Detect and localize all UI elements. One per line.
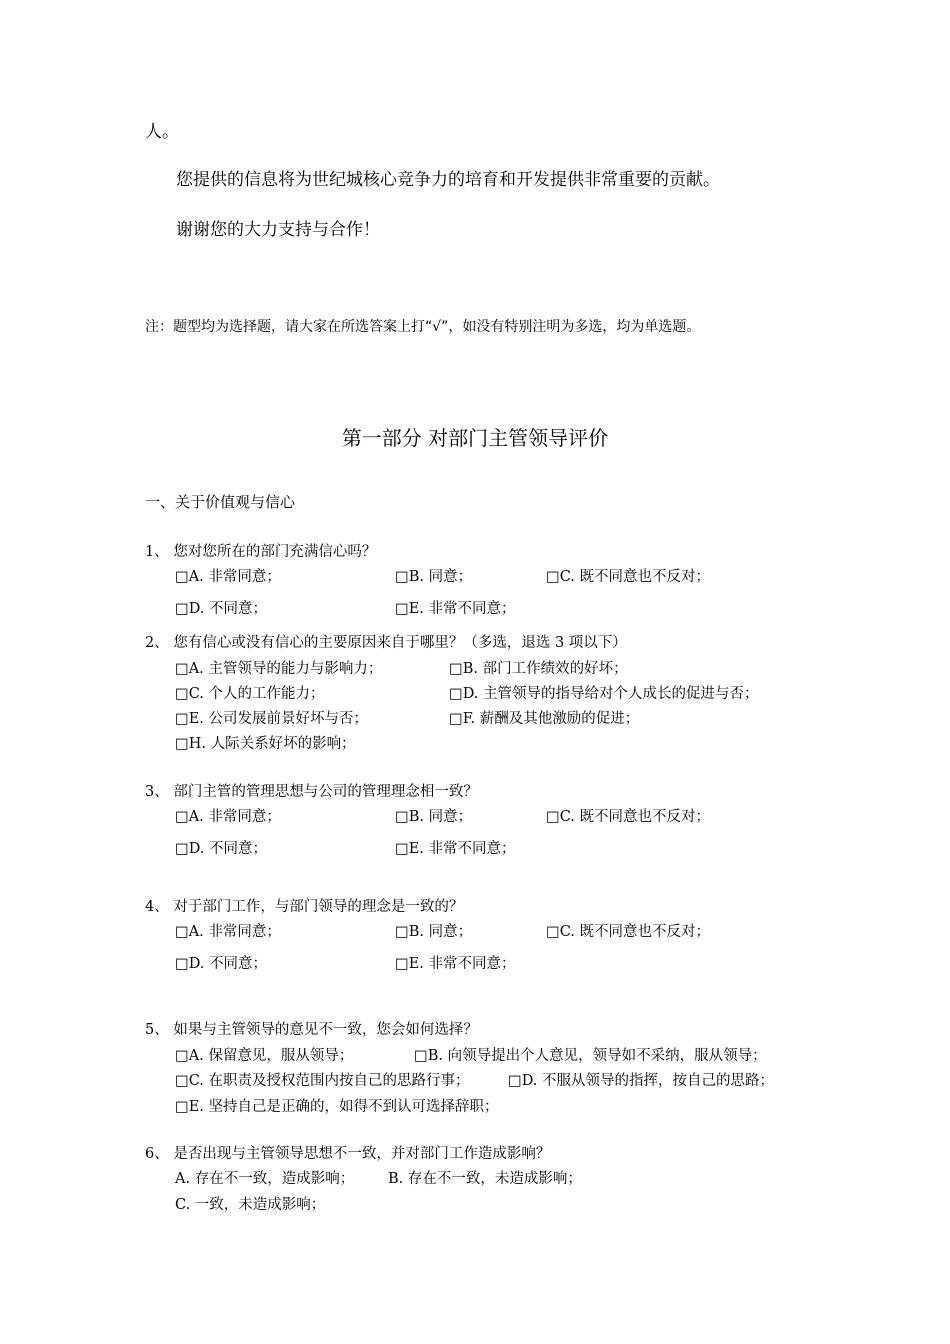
- option-checkbox[interactable]: □C. 在职责及授权范围内按自己的思路行事；: [175, 1073, 470, 1089]
- intro-line-continuation: 人。: [145, 122, 179, 142]
- option-checkbox[interactable]: □H. 人际关系好坏的影响；: [175, 736, 356, 752]
- option-choice[interactable]: B. 存在不一致，未造成影响；: [388, 1171, 582, 1187]
- question-text: 2、 您有信心或没有信心的主要原因来自于哪里？（多选，退选 3 项以下）: [145, 635, 627, 651]
- option-checkbox[interactable]: □A. 主管领导的能力与影响力；: [175, 661, 383, 677]
- option-checkbox[interactable]: □A. 非常同意；: [175, 569, 281, 585]
- option-choice[interactable]: C. 一致，未造成影响；: [175, 1197, 326, 1213]
- option-checkbox[interactable]: □E. 非常不同意；: [395, 601, 516, 617]
- intro-thanks-text: 谢谢您的大力支持与合作！: [176, 220, 380, 240]
- option-checkbox[interactable]: □D. 不服从领导的指挥，按自己的思路；: [508, 1073, 775, 1089]
- option-checkbox[interactable]: □C. 个人的工作能力；: [175, 686, 325, 702]
- option-checkbox[interactable]: □B. 向领导提出个人意见，领导如不采纳，服从领导；: [414, 1048, 767, 1064]
- intro-contribution-text: 您提供的信息将为世纪城核心竞争力的培育和开发提供非常重要的贡献。: [176, 170, 720, 190]
- option-checkbox[interactable]: □A. 非常同意；: [175, 924, 281, 940]
- option-checkbox[interactable]: □A. 保留意见，服从领导；: [175, 1048, 354, 1064]
- option-checkbox[interactable]: □C. 既不同意也不反对；: [546, 809, 710, 825]
- option-checkbox[interactable]: □C. 既不同意也不反对；: [546, 924, 710, 940]
- instruction-note: 注：题型均为选择题，请大家在所选答案上打“√”，如没有特别注明为多选，均为单选题。: [145, 319, 701, 335]
- option-checkbox[interactable]: □E. 坚持自己是正确的，如得不到认可选择辞职；: [175, 1099, 499, 1115]
- option-checkbox[interactable]: □B. 同意；: [395, 924, 473, 940]
- question-text: 4、 对于部门工作，与部门领导的理念是一致的？: [145, 899, 464, 915]
- question-text: 3、 部门主管的管理思想与公司的管理理念相一致？: [145, 784, 478, 800]
- section-title: 一、关于价值观与信心: [145, 493, 296, 511]
- option-checkbox[interactable]: □C. 既不同意也不反对；: [546, 569, 710, 585]
- question-text: 1、 您对您所在的部门充满信心吗？: [145, 544, 377, 560]
- option-checkbox[interactable]: □F. 薪酬及其他激励的促进；: [449, 711, 640, 727]
- part-title: 第一部分 对部门主管领导评价: [341, 426, 609, 450]
- option-checkbox[interactable]: □D. 主管领导的指导给对个人成长的促进与否；: [449, 686, 759, 702]
- option-checkbox[interactable]: □D. 不同意；: [175, 601, 268, 617]
- option-checkbox[interactable]: □E. 非常不同意；: [395, 841, 516, 857]
- option-checkbox[interactable]: □D. 不同意；: [175, 956, 268, 972]
- option-checkbox[interactable]: □E. 非常不同意；: [395, 956, 516, 972]
- option-checkbox[interactable]: □A. 非常同意；: [175, 809, 281, 825]
- question-text: 6、 是否出现与主管领导思想不一致，并对部门工作造成影响？: [145, 1146, 551, 1162]
- option-checkbox[interactable]: □B. 同意；: [395, 809, 473, 825]
- option-checkbox[interactable]: □B. 部门工作绩效的好坏；: [449, 661, 628, 677]
- option-checkbox[interactable]: □D. 不同意；: [175, 841, 268, 857]
- option-checkbox[interactable]: □B. 同意；: [395, 569, 473, 585]
- option-choice[interactable]: A. 存在不一致，造成影响；: [175, 1171, 355, 1187]
- question-text: 5、 如果与主管领导的意见不一致，您会如何选择？: [145, 1022, 478, 1038]
- option-checkbox[interactable]: □E. 公司发展前景好坏与否；: [175, 711, 369, 727]
